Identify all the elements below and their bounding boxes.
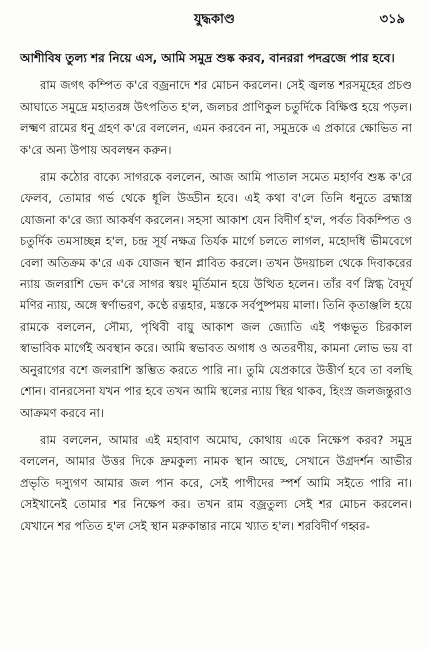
paragraph-3: রাম কঠোর বাক্যে সাগরকে বললেন, আজ আমি পাতাল সমেত মহার্ণব শুষ্ক ক'রে ফেলব, তোমার গর্ভ থেকে ধূলি উড্ডীন হবে। এই কথা ব'লে তিনি ধনুতে ব্রহ্মাস্ত্র যোজনা ক'রে জ্যা আকর্ষণ করলেন। সহসা আকাশ যেন বিদীর্ণ হ'ল, পর্বত বিকম্পিত ও চতুর্দিক তমসাচ্ছন্ন হ'ল, চন্দ্র সূর্য নক্ষত্র তির্যক মার্গে চলতে লাগল, মহোদধি ভীমবেগে বেলা অতিক্রম ক'রে এক যোজন স্থান প্লাবিত করলে। তখন উদয়াচল থেকে দিবাকরের ন্যায় জলরাশি ভেদ ক'রে সাগর স্বয়ং মূর্তিমান হয়ে উত্থিত হলেন। তাঁর বর্ণ স্নিগ্ধ বৈদূর্য মণির ন্যায়, অঙ্গে স্বর্ণাভরণ, কণ্ঠে রত্নহার, মস্তকে সর্বপুষ্পময় মালা। তিনি কৃতাঞ্জলি হয়ে রামকে বললেন, সৌম্য, পৃথিবী বায়ু আকাশ জল জ্যোতি এই পঞ্চভূত চিরকাল স্বাভাবিক মার্গেই অবস্থান করে। আমি স্বভাবত অগাধ ও অতরণীয়, কামনা লোভ ভয় বা অনুরাগের বশে জলরাশি স্তম্ভিত করতে পারি না। তুমি যেপ্রকারে উত্তীর্ণ হবে তা বলছি শোন। বানরসেনা যখন পার হবে তখন আমি স্থলের ন্যায় স্থির থাকব, হিংস্র জলজন্তুরাও আক্রমণ করবে না। (20, 170, 412, 420)
page-number: ৩১৯ (379, 12, 405, 27)
chapter-title: যুদ্ধকাণ্ড (194, 12, 235, 27)
body-text (20, 48, 412, 543)
page-header (18, 10, 411, 30)
paragraph-1: আশীবিষ তুল্য শর নিয়ে এস, আমি সমুদ্র শুষ্ক করব, বানররা পদব্রজে পার হবে। (20, 51, 395, 65)
paragraph-4: রাম বললেন, আমার এই মহাবাণ অমোঘ, কোথায় একে নিক্ষেপ করব? সমুদ্র বললেন, আমার উত্তর দিকে দ্রুমকুল্য নামক স্থান আছে, সেখানে উগ্রদর্শন আভীর প্রভৃতি দস্যুগণ আমার জল পান করে, সেই পাপীদের স্পর্শ আমি সইতে পারি না। সেইখানেই তোমার শর নিক্ষেপ কর। তখন রাম বজ্রতুল্য সেই শর মোচন করলেন। যেখানে শর পতিত হ'ল সেই স্থান মরুকান্তার নামে খ্যাত হ'ল। শরবিদীর্ণ গহ্বর- (20, 432, 412, 533)
paragraph-2: রাম জগৎ কম্পিত ক'রে বজ্রনাদে শর মোচন করলেন। সেই জ্বলন্ত শরসমূহের প্রচণ্ড আঘাতে সমুদ্রে মহাতরঙ্গ উৎপতিত হ'ল, জলচর প্রাণিকুল চতুর্দিকে বিক্ষিপ্ত হয়ে পড়ল। লক্ষ্মণ রামের ধনু গ্রহণ ক'রে বললেন, এমন করবেন না, সমুদ্রকে এ প্রকারে ক্ষোভিত না ক'রে অন্য উপায় অবলম্বন করুন। (20, 78, 412, 157)
